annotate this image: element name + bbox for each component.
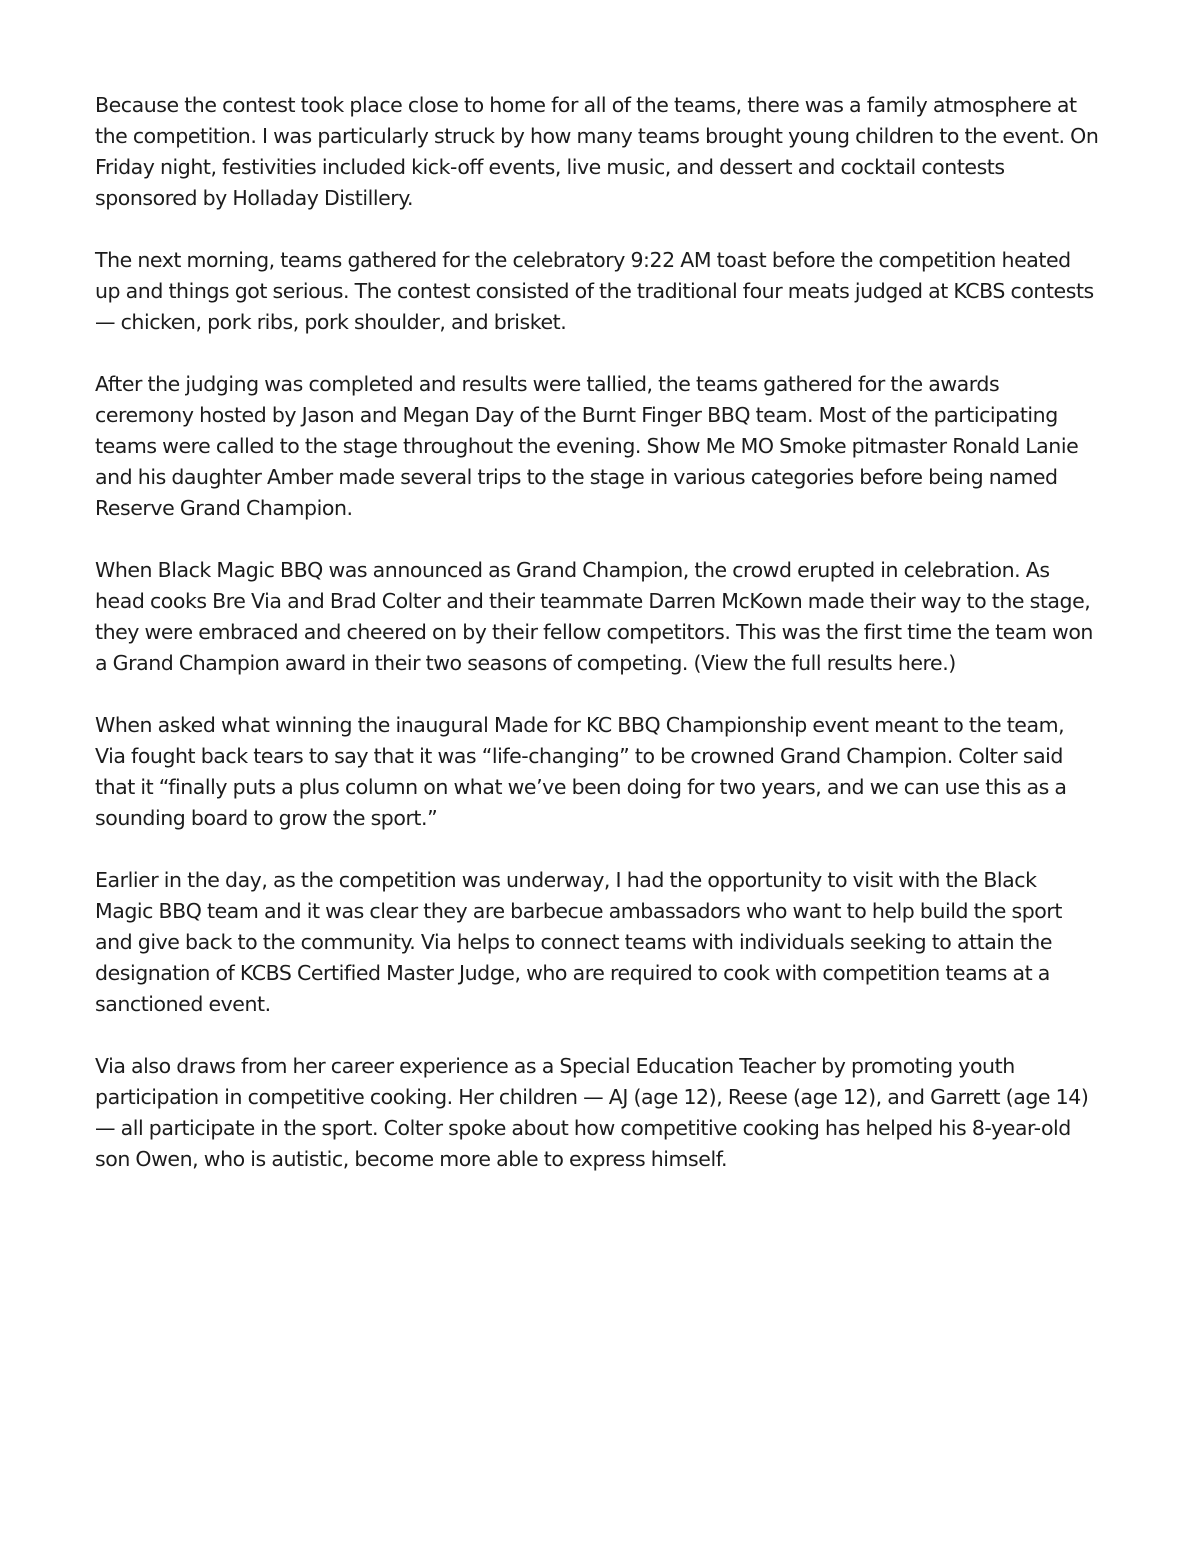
paragraph-family-atmosphere: Because the contest took place close to home for all of the teams, there was a family atmosphere at the competition. I was particularly struck by how many teams brought young children to the event. On Friday night, festivities included kick-off events, live music, and dessert and cocktail contests sponsored by Holladay Distillery. — [95, 93, 1099, 210]
paragraph-morning-toast: The next morning, teams gathered for the celebratory 9:22 AM toast before the competition heated up and things got serious. The contest consisted of the traditional four meats judged at KCBS contests — chicken, pork ribs, pork shoulder, and brisket. — [95, 248, 1094, 334]
paragraph-grand-champion: When Black Magic BBQ was announced as Grand Champion, the crowd erupted in celebration. As head cooks Bre Via and Brad Colter and their teammate Darren McKown made their way to the stage, they were embraced and cheered on by their fellow competitors. This was the first time the team won a Grand Champion award in their two seasons of competing. (View the full results here.) — [95, 558, 1093, 675]
paragraph-awards-ceremony: After the judging was completed and results were tallied, the teams gathered for the awards ceremony hosted by Jason and Megan Day of the Burnt Finger BBQ team. Most of the participating teams were called to the stage throughout the evening. Show Me MO Smoke pitmaster Ronald Lanie and his daughter Amber made several trips to the stage in various categories before being named Reserve Grand Champion. — [95, 372, 1079, 520]
paragraph-team-reaction: When asked what winning the inaugural Made for KC BBQ Championship event meant to the team, Via fought back tears to say that it was “life-changing” to be crowned Grand Champion. Colter said that it “finally puts a plus column on what we’ve been doing for two years, and we can use this as a sounding board to grow the sport.” — [95, 713, 1067, 830]
paragraph-youth-participation: Via also draws from her career experience as a Special Education Teacher by promoting youth participation in competitive cooking. Her children — AJ (age 12), Reese (age 12), and Garrett (age 14) — all participate in the sport. Colter spoke about how competitive cooking has helped his 8-year-old son Owen, who is autistic, become more able to express himself. — [95, 1054, 1089, 1171]
paragraph-ambassadors: Earlier in the day, as the competition was underway, I had the opportunity to visit with the Black Magic BBQ team and it was clear they are barbecue ambassadors who want to help build the sport and give back to the community. Via helps to connect teams with individuals seeking to attain the designation of KCBS Certified Master Judge, who are required to cook with competition teams at a sanctioned event. — [95, 868, 1062, 1016]
article-body — [95, 90, 1100, 1175]
